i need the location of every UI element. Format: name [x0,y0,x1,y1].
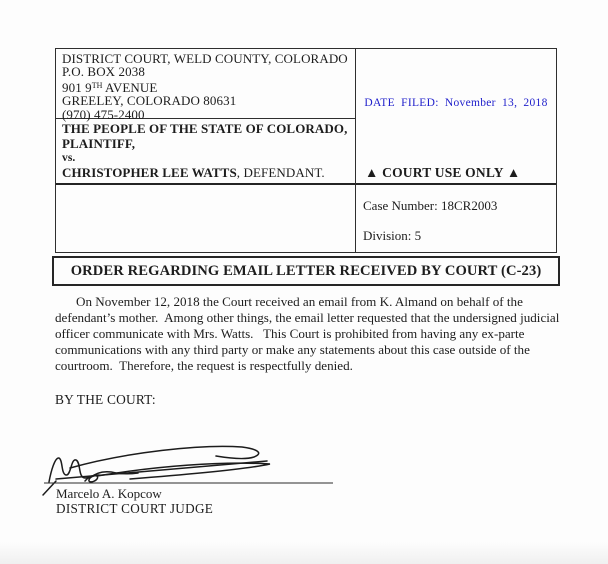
court-pobox-line: P.O. BOX 2038 [62,64,145,80]
case-caption-table [55,48,557,253]
court-street-line: 901 9TH AVENUE [62,79,158,95]
judge-name: Marcelo A. Kopcow [56,486,162,501]
judge-title: DISTRICT COURT JUDGE [56,501,214,516]
date-filed-stamp: DATE FILED: November 13, 2018 [364,97,548,109]
defendant-name: CHRISTOPHER LEE WATTS [62,164,237,180]
body-line: defendant’s mother. Among other things, the email letter requested that the undersigned judicial [55,310,560,325]
plaintiff-label-line: PLAINTIFF, [62,135,136,151]
parties-cell [56,119,355,185]
order-body-paragraph [55,294,565,374]
filing-cell [355,49,556,185]
empty-caption-cell [56,185,355,252]
defendant-line [62,166,349,181]
court-address-cell [56,49,355,122]
case-number-cell [355,185,556,252]
body-line: communications with any third party or make any statements about this case outside of the [55,342,530,357]
court-city-line: GREELEY, COLORADO 80631 [62,93,237,109]
court-phone-line: (970) 475-2400 [62,106,145,122]
court-use-only-label: ▲ COURT USE ONLY ▲ [365,165,521,180]
ordinal-superscript: TH [91,80,103,90]
by-the-court-label: BY THE COURT: [55,392,156,407]
court-name-line: DISTRICT COURT, WELD COUNTY, COLORADO [62,51,348,66]
order-title-bar [52,256,560,286]
defendant-label: , DEFENDANT. [236,164,325,180]
body-line: officer communicate with Mrs. Watts. This Court is prohibited from having any ex-parte [55,326,525,341]
body-line: On November 12, 2018 the Court received an email from K. Almand on behalf of the [76,294,523,309]
division-number: Division: 5 [363,228,422,243]
order-title: ORDER REGARDING EMAIL LETTER RECEIVED BY COURT (C-23) [70,262,542,279]
case-number: Case Number: 18CR2003 [363,198,498,213]
versus-line: vs. [62,152,76,165]
body-line: courtroom. Therefore, the request is respectfully denied. [55,358,353,373]
plaintiff-name-line: THE PEOPLE OF THE STATE OF COLORADO, [62,121,348,136]
